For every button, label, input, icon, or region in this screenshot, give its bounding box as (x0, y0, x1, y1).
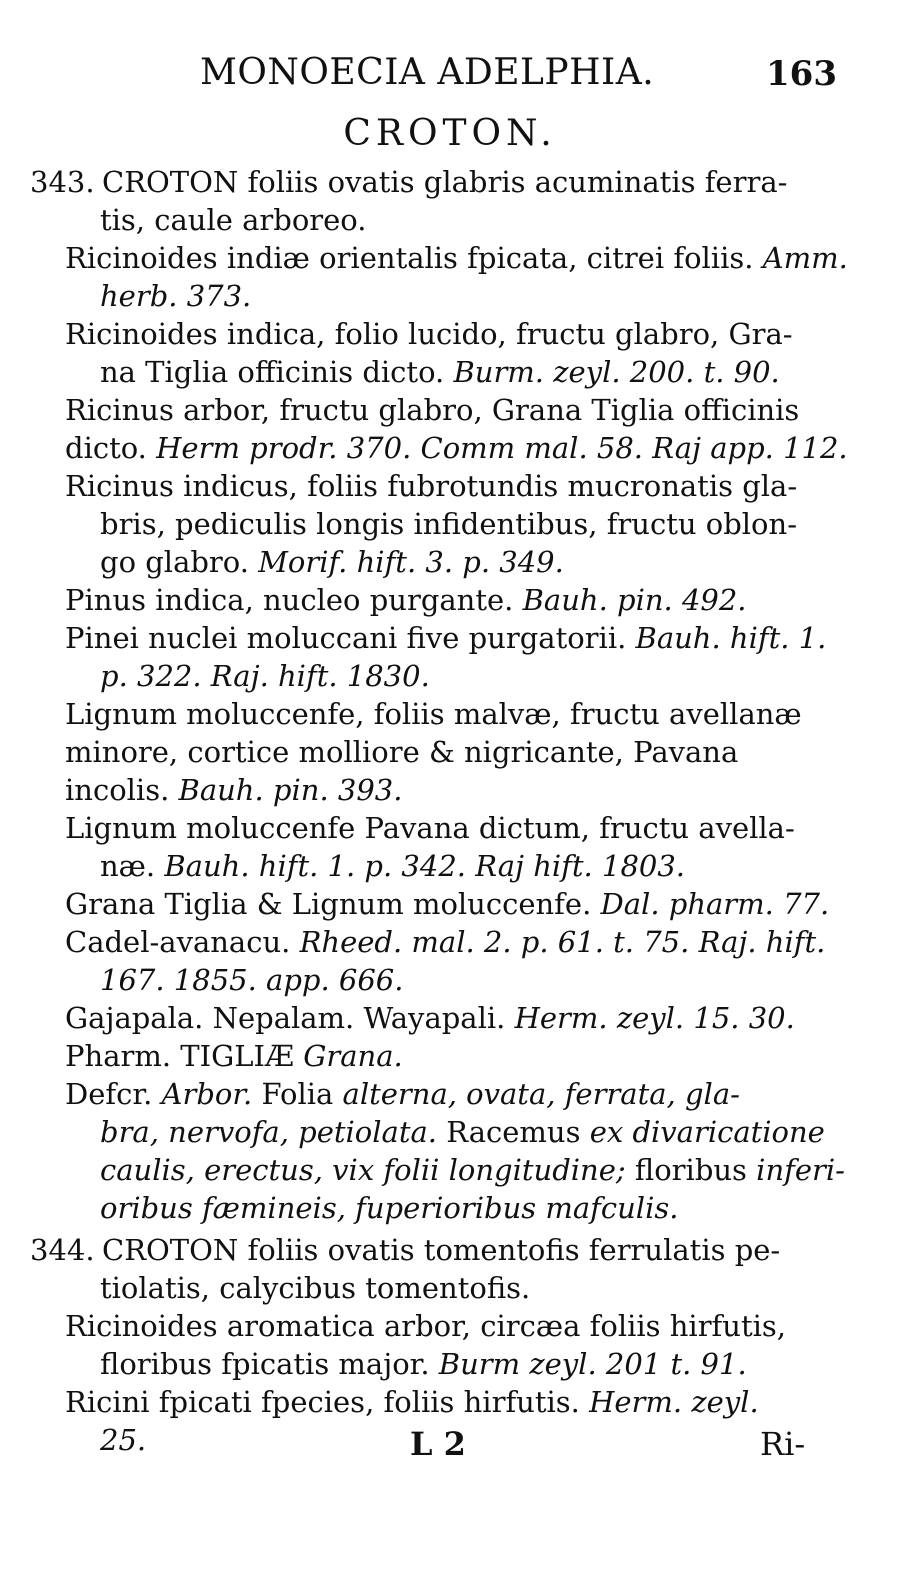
citation-text: herb. 373. (100, 279, 252, 313)
citation-text: Rheed. mal. 2. p. 61. t. 75. Raj. hift. (299, 925, 826, 959)
line-text: floribus (634, 1153, 757, 1187)
citation-text: Herm. zeyl. (589, 1385, 759, 1419)
line-text: Lignum moluccenfe Pavana dictum, fructu avella- (65, 811, 795, 845)
text-line (30, 277, 890, 315)
line-text: bris, pediculis longis infidentibus, fructu oblon- (100, 507, 797, 541)
line-text: Ricinoides aromatica arbor, circæa foliis hirfutis, (65, 1309, 786, 1343)
signature-mark: L 2 (410, 1425, 466, 1463)
running-head (0, 52, 900, 102)
text-line (30, 1307, 890, 1345)
citation-text: Burm. zeyl. 200. t. 90. (453, 355, 780, 389)
citation-text: inferi- (756, 1153, 845, 1187)
text-line (30, 1231, 890, 1269)
citation-text: 25. (100, 1423, 147, 1457)
line-text: Pinei nuclei moluccani five purgatorii. (65, 621, 636, 655)
line-text: go glabro. (100, 545, 259, 579)
text-line (30, 505, 890, 543)
citation-text: Bauh. pin. 492. (522, 583, 747, 617)
citation-text: Morif. hift. 3. p. 349. (258, 545, 564, 579)
line-text: floribus fpicatis major. (100, 1347, 439, 1381)
text-line (30, 961, 890, 999)
citation-text: Bauh. hift. 1. (635, 621, 827, 655)
line-text: Grana Tiglia & Lignum moluccenfe. (65, 887, 601, 921)
citation-text: p. 322. Raj. hift. 1830. (100, 659, 430, 693)
text-line (30, 695, 890, 733)
citation-text: Bauh. hift. 1. p. 342. Raj hift. 1803. (164, 849, 686, 883)
text-line (30, 809, 890, 847)
text-line (30, 1113, 890, 1151)
line-text: dicto. (65, 431, 157, 465)
line-text: Ricinus arbor, fructu glabro, Grana Tiglia officinis (65, 393, 800, 427)
line-text: Defcr. (65, 1077, 162, 1111)
genus-title: CROTON. (343, 113, 557, 154)
line-text: Ricinus indicus, foliis fubrotundis mucronatis gla- (65, 469, 798, 503)
text-line (30, 315, 890, 353)
line-text: incolis. (65, 773, 179, 807)
line-text: CROTON foliis ovatis tomentofis ferrulatis pe- (102, 1233, 781, 1267)
page-footer (0, 1425, 900, 1475)
citation-text: Herm prodr. 370. Comm mal. 58. Raj app. 112. (156, 431, 848, 465)
citation-text: Arbor. (161, 1077, 262, 1111)
line-text: Pinus indica, nucleo purgante. (65, 583, 523, 617)
text-line (30, 847, 890, 885)
text-line (30, 543, 890, 581)
text-line (30, 619, 890, 657)
text-line (30, 163, 890, 201)
text-line (30, 1383, 890, 1421)
entry-number: 343. (30, 165, 95, 199)
entry-number: 344. (30, 1233, 95, 1267)
line-text: Cadel-avanacu. (65, 925, 300, 959)
citation-text: ex divaricatione (589, 1115, 825, 1149)
line-text: Lignum moluccenfe, foliis malvæ, fructu avellanæ (65, 697, 802, 731)
text-line (30, 923, 890, 961)
line-text: næ. (100, 849, 165, 883)
text-line (30, 999, 890, 1037)
citation-text: Amm. (762, 241, 848, 275)
citation-text: alterna, ovata, ferrata, gla- (342, 1077, 740, 1111)
line-text: Gajapala. Nepalam. Wayapali. (65, 1001, 515, 1035)
text-line (30, 239, 890, 277)
citation-text: oribus fæmineis, fuperioribus mafculis. (100, 1191, 679, 1225)
line-text: Ricini fpicati fpecies, foliis hirfutis. (65, 1385, 590, 1419)
text-line (30, 353, 890, 391)
line-text: na Tiglia officinis dicto. (100, 355, 454, 389)
line-text: Folia (261, 1077, 343, 1111)
citation-text: Grana. (303, 1039, 403, 1073)
text-line (30, 467, 890, 505)
text-line (30, 1037, 890, 1075)
catchword: Ri- (760, 1425, 806, 1463)
section-title: MONOECIA ADELPHIA. (200, 52, 655, 93)
line-text: CROTON foliis ovatis glabris acuminatis ferra- (102, 165, 788, 199)
page-number: 163 (766, 54, 837, 94)
citation-text: 167. 1855. app. 666. (100, 963, 404, 997)
species-entry (30, 163, 890, 1227)
line-text: Ricinoides indica, folio lucido, fructu glabro, Gra- (65, 317, 793, 351)
citation-text: Herm. zeyl. 15. 30. (514, 1001, 795, 1035)
citation-text: Dal. pharm. 77. (600, 887, 830, 921)
text-line (30, 391, 890, 429)
line-text: minore, cortice molliore & nigricante, Pavana (65, 735, 739, 769)
text-line (30, 429, 890, 467)
citation-text: caulis, erectus, vix folii longitudine; (100, 1153, 635, 1187)
text-line (30, 1189, 890, 1227)
line-text: Ricinoides indiæ orientalis fpicata, citrei foliis. (65, 241, 763, 275)
text-line (30, 1269, 890, 1307)
line-text: tis, caule arboreo. (100, 203, 367, 237)
citation-text: Burm zeyl. 201 t. 91. (438, 1347, 747, 1381)
text-line (30, 201, 890, 239)
text-line (30, 733, 890, 771)
line-text: Racemus (446, 1115, 590, 1149)
line-text: Pharm. TIGLIÆ (65, 1039, 304, 1073)
citation-text: bra, nervofa, petiolata. (100, 1115, 447, 1149)
text-line (30, 1345, 890, 1383)
text-line (30, 885, 890, 923)
text-line (30, 1151, 890, 1189)
text-line (30, 657, 890, 695)
text-line (30, 771, 890, 809)
citation-text: Bauh. pin. 393. (178, 773, 403, 807)
text-line (30, 1075, 890, 1113)
text-line (30, 581, 890, 619)
line-text: tiolatis, calycibus tomentofis. (100, 1271, 531, 1305)
